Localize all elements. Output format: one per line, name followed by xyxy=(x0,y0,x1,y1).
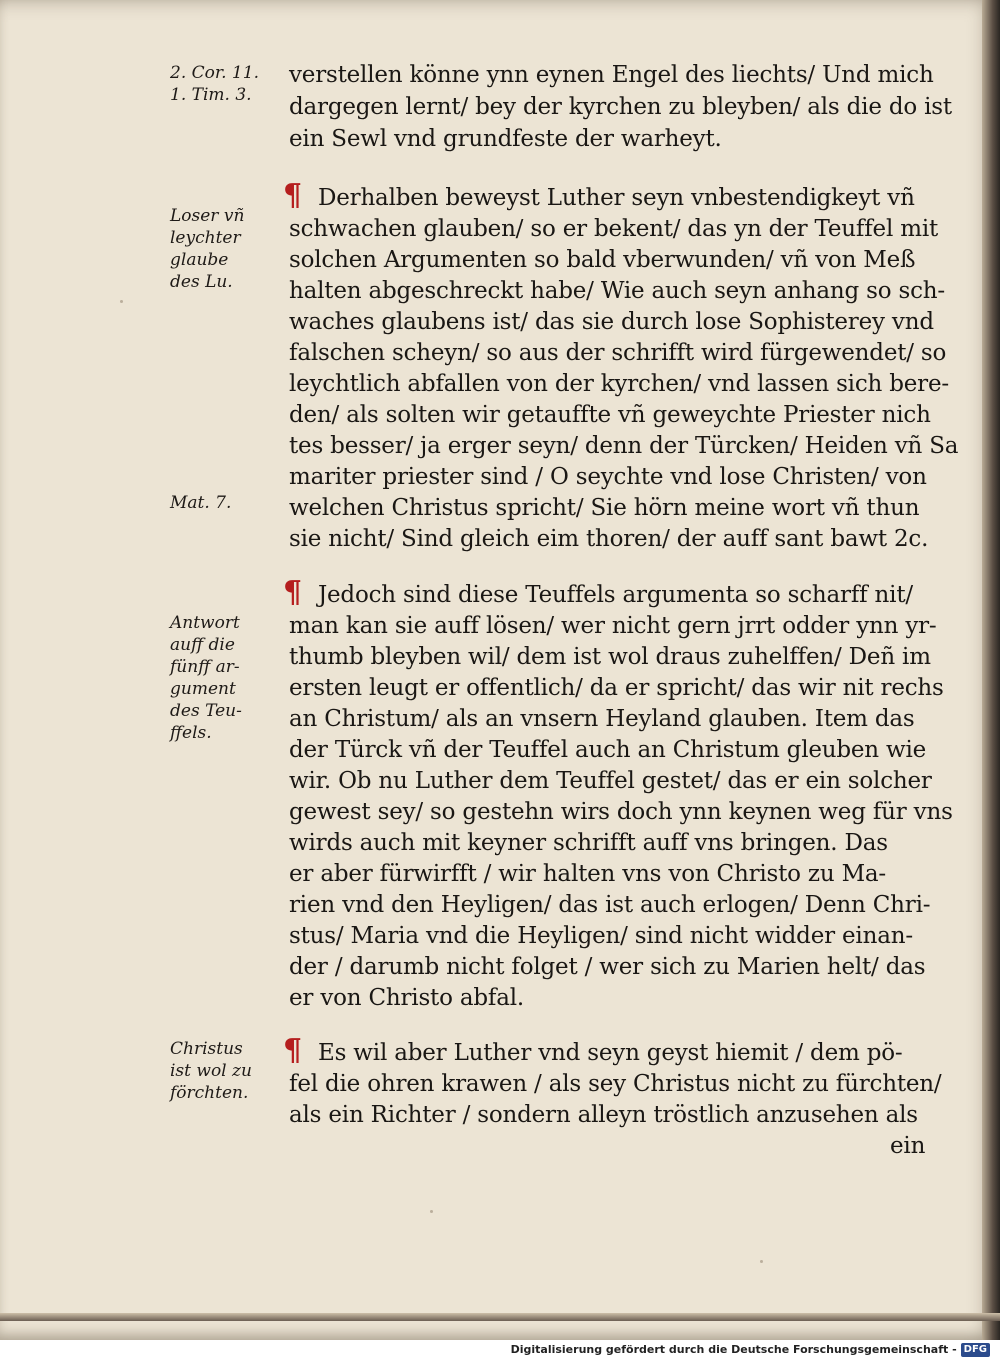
margin-note-line: förchten. xyxy=(170,1083,249,1103)
margin-note-line: auff die xyxy=(170,635,235,655)
dfg-logo-icon: DFG xyxy=(961,1343,990,1357)
text-line: dargegen lernt/ bey der kyrchen zu bleyben/ als die do ist xyxy=(289,94,952,120)
margin-note-line: 1. Tim. 3. xyxy=(170,85,252,105)
text-line: waches glaubens ist/ das sie durch lose Sophisterey vnd xyxy=(289,309,934,335)
text-line: rien vnd den Heyligen/ das ist auch erlogen/ Denn Chri- xyxy=(289,892,931,918)
text-line: welchen Christus spricht/ Sie hörn meine wort vñ thun xyxy=(289,495,920,521)
text-line: wirds auch mit keyner schrifft auff vns bringen. Das xyxy=(289,830,888,856)
margin-note-line: ffels. xyxy=(170,723,212,743)
margin-note-line: des Teu- xyxy=(170,701,242,721)
text-line: er von Christo abfal. xyxy=(289,985,524,1011)
margin-note-line: glaube xyxy=(170,250,229,270)
text-line: gewest sey/ so gestehn wirs doch ynn keynen weg für vns xyxy=(289,799,953,825)
margin-note-mat xyxy=(170,492,265,514)
margin-note-line: fünff ar- xyxy=(170,657,240,677)
margin-note-line: Loser vñ xyxy=(170,206,245,226)
text-line: falschen scheyn/ so aus der schrifft wird fürgewendet/ so xyxy=(289,340,947,366)
text-line: halten abgeschreckt habe/ Wie auch seyn anhang so sch- xyxy=(289,278,945,304)
paper-speck xyxy=(760,1260,763,1263)
text-line: Derhalben beweyst Luther seyn vnbestendigkeyt vñ xyxy=(318,185,915,211)
text-line: schwachen glauben/ so er bekent/ das yn der Teuffel mit xyxy=(289,216,939,242)
text-line: sie nicht/ Sind gleich eim thoren/ der auff sant bawt 2c. xyxy=(289,526,929,552)
paper-speck xyxy=(430,1210,433,1213)
paragraph-mark: ¶ xyxy=(283,575,303,610)
text-line: der Türck vñ der Teuffel auch an Christum gleuben wie xyxy=(289,737,927,763)
margin-note-line: 2. Cor. 11. xyxy=(170,63,259,83)
margin-note-cor-tim xyxy=(170,62,265,106)
margin-note-line: Mat. 7. xyxy=(170,493,232,513)
text-line: man kan sie auff lösen/ wer nicht gern jrrt odder ynn yr- xyxy=(289,613,937,639)
margin-note-line: ist wol zu xyxy=(170,1061,252,1081)
text-line: fel die ohren krawen / als sey Christus nicht zu fürchten/ xyxy=(289,1071,942,1097)
text-line: Es wil aber Luther vnd seyn geyst hiemit / dem pö- xyxy=(318,1040,903,1066)
margin-note-line: des Lu. xyxy=(170,272,233,292)
text-line: wir. Ob nu Luther dem Teuffel gestet/ das er ein solcher xyxy=(289,768,932,794)
text-line: verstellen könne ynn eynen Engel des liechts/ Und mich xyxy=(289,62,934,88)
text-line: ein Sewl vnd grundfeste der warheyt. xyxy=(289,126,722,152)
margin-note-christus xyxy=(170,1038,265,1104)
paper-speck xyxy=(120,300,123,303)
book-gutter-shadow xyxy=(982,0,1000,1340)
margin-note-line: leychter xyxy=(170,228,241,248)
text-line: ersten leugt er offentlich/ da er spricht/ das wir nit rechs xyxy=(289,675,944,701)
footer-text: Digitalisierung gefördert durch die Deutsche Forschungsgemeinschaft - xyxy=(510,1343,957,1356)
digitization-footer xyxy=(0,1340,1000,1359)
text-line: der / darumb nicht folget / wer sich zu Marien helt/ das xyxy=(289,954,926,980)
text-line: thumb bleyben wil/ dem ist wol draus zuhelffen/ Deñ im xyxy=(289,644,931,670)
text-line: als ein Richter / sondern alleyn tröstlich anzusehen als xyxy=(289,1102,918,1128)
text-line: den/ als solten wir getauffte vñ geweychte Priester nich xyxy=(289,402,931,428)
text-line: leychtlich abfallen von der kyrchen/ vnd lassen sich bere- xyxy=(289,371,949,397)
margin-note-antwort xyxy=(170,612,265,744)
paragraph-mark: ¶ xyxy=(283,1033,303,1068)
text-line: mariter priester sind / O seychte vnd lose Christen/ von xyxy=(289,464,927,490)
text-line: Jedoch sind diese Teuffels argumenta so scharff nit/ xyxy=(318,582,913,608)
text-line: an Christum/ als an vnsern Heyland glauben. Item das xyxy=(289,706,915,732)
catchword: ein xyxy=(890,1133,926,1159)
page-bottom-edge xyxy=(0,1313,1000,1321)
text-line: solchen Argumenten so bald vberwunden/ vñ von Meß xyxy=(289,247,916,273)
margin-note-line: Antwort xyxy=(170,613,240,633)
text-line: tes besser/ ja erger seyn/ denn der Türcken/ Heiden vñ Sa xyxy=(289,433,959,459)
text-line: stus/ Maria vnd die Heyligen/ sind nicht widder einan- xyxy=(289,923,913,949)
paragraph-mark: ¶ xyxy=(283,178,303,213)
margin-note-line: Christus xyxy=(170,1039,243,1059)
text-line: er aber fürwirfft / wir halten vns von Christo zu Ma- xyxy=(289,861,887,887)
margin-note-line: gument xyxy=(170,679,236,699)
margin-note-loser-glaube xyxy=(170,205,265,293)
